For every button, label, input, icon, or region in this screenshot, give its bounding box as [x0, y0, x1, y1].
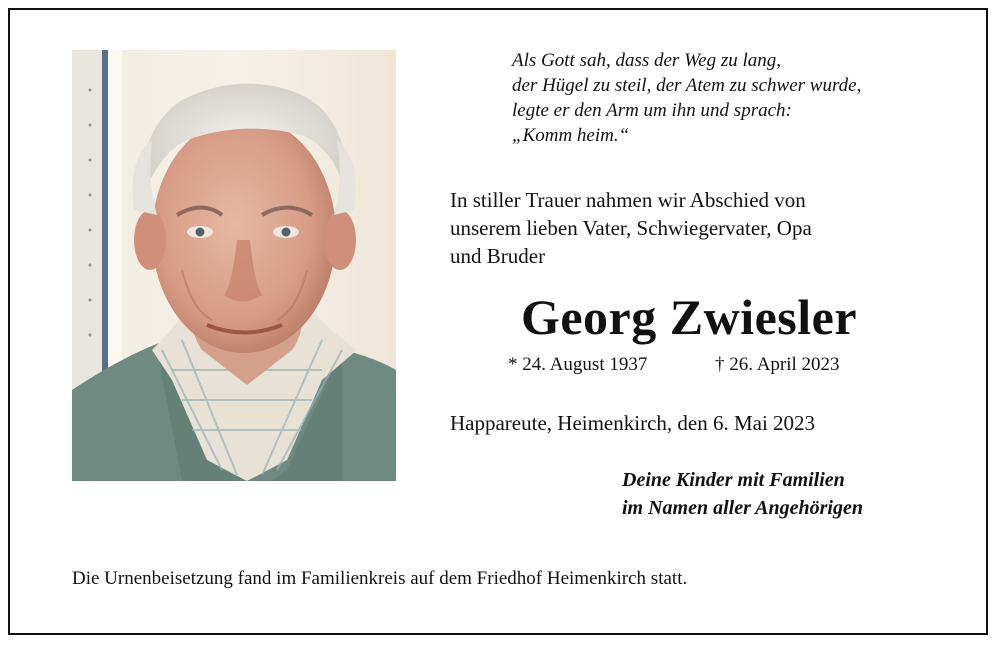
- signoff-line: im Namen aller Angehörigen: [622, 497, 863, 519]
- burial-note: Die Urnenbeisetzung fand im Familienkreis auf dem Friedhof Heimenkirch statt.: [72, 568, 688, 589]
- portrait-photo: [72, 50, 396, 481]
- poem-line: Als Gott sah, dass der Weg zu lang,: [512, 50, 782, 71]
- deceased-name: Georg Zwiesler: [520, 289, 858, 345]
- place-and-date: Happareute, Heimenkirch, den 6. Mai 2023: [450, 411, 816, 435]
- death-date: † 26. April 2023: [715, 354, 840, 375]
- intro-line: In stiller Trauer nahmen wir Abschied von: [450, 188, 806, 212]
- poem-line: legte er den Arm um ihn und sprach:: [512, 100, 792, 121]
- mourning-intro: [450, 186, 920, 270]
- poem-line: der Hügel zu steil, der Atem zu schwer wurde,: [512, 75, 862, 96]
- poem-quote: [512, 48, 952, 148]
- signoff-line: Deine Kinder mit Familien: [622, 469, 845, 491]
- intro-line: und Bruder: [450, 244, 546, 268]
- poem-line: „Komm heim.“: [512, 125, 630, 146]
- family-signoff: [622, 466, 863, 522]
- birth-date: * 24. August 1937: [508, 354, 648, 375]
- intro-line: unserem lieben Vater, Schwiegervater, Opa: [450, 216, 812, 240]
